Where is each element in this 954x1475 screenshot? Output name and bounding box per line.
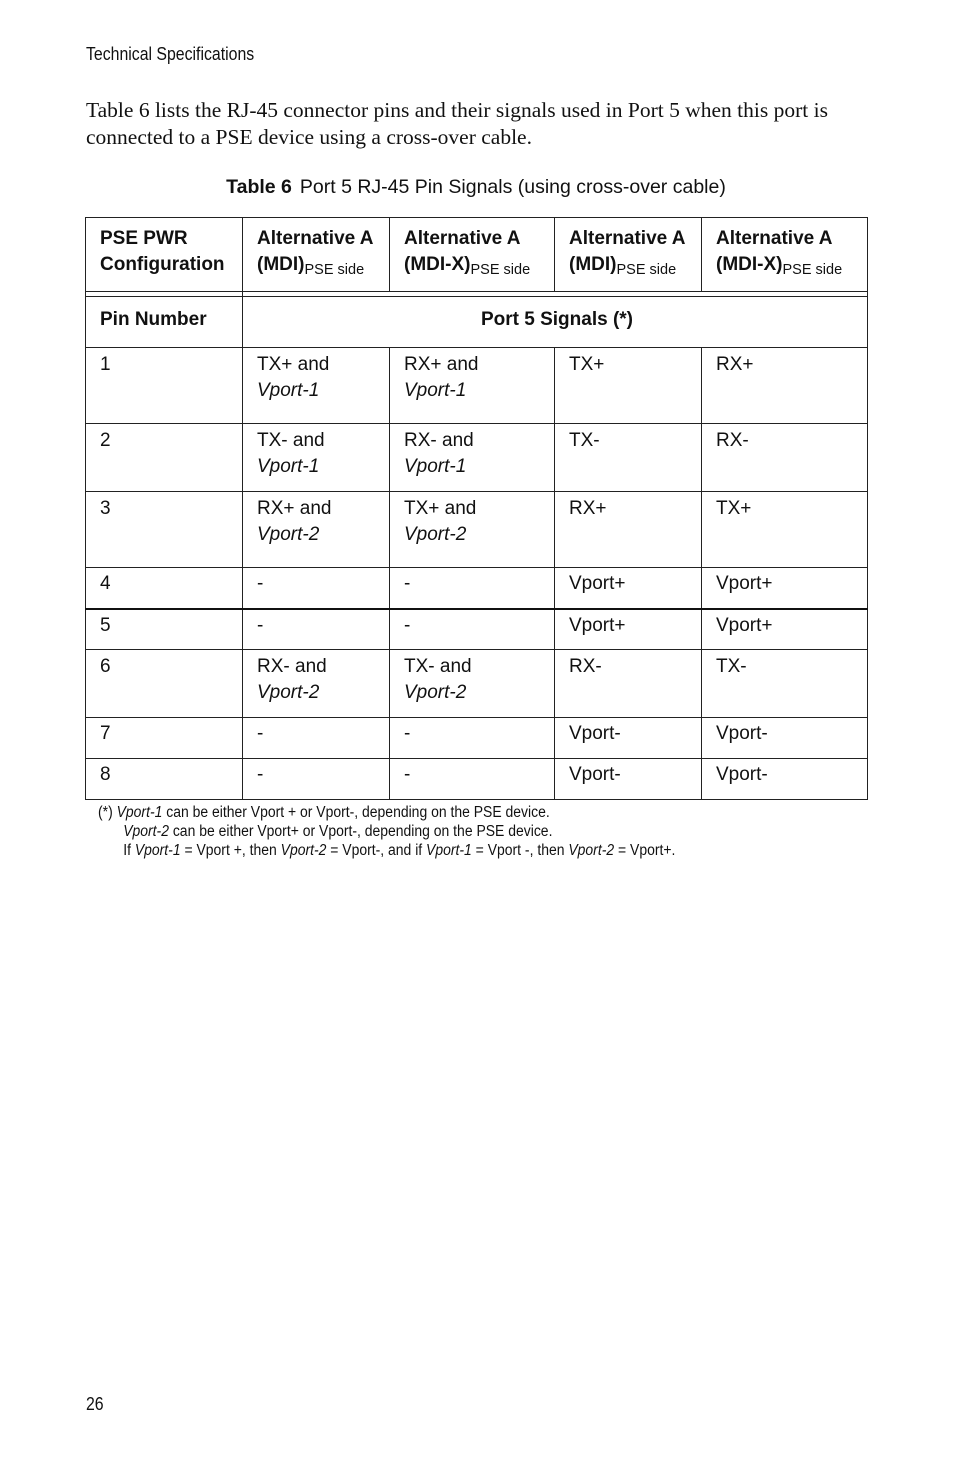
signal-cell: Vport- <box>702 759 868 800</box>
header-cell: Alternative A $(MDI-X)_{PSE side}$ <box>702 218 868 292</box>
footnote-line-3: If Vport-1 = Vport +, then Vport-2 = Vport-, and if Vport-1 = Vport -, then Vport-2 = Vport+. <box>123 842 676 859</box>
port-signals-header: Port 5 Signals (*) <box>243 297 868 348</box>
signal-cell: RX+ and Vport-1 <box>390 348 555 424</box>
signal-cell: Vport+ <box>702 609 868 650</box>
pin-number-cell: 4 <box>86 568 243 609</box>
signal-cell: RX- <box>702 424 868 492</box>
table-subheader-row <box>86 297 868 348</box>
signal-cell: Vport+ <box>555 568 702 609</box>
signal-cell: RX- and Vport-2 <box>243 650 390 718</box>
signal-cell: - <box>243 568 390 609</box>
signal-cell: Vport- <box>555 718 702 759</box>
signal-cell: - <box>390 568 555 609</box>
intro-paragraph: Table 6 lists the RJ-45 connector pins and their signals used in Port 5 when this port is connected to a PSE device using a cross-over cable. <box>86 98 828 149</box>
signal-cell: TX- <box>702 650 868 718</box>
pin-number-cell: 3 <box>86 492 243 568</box>
table-caption-text: Port 5 RJ-45 Pin Signals (using cross-over cable) <box>299 176 726 198</box>
pin-number-cell: 5 <box>86 609 243 650</box>
signal-cell: - <box>243 718 390 759</box>
signal-cell: RX- and Vport-1 <box>390 424 555 492</box>
table-row <box>86 348 868 424</box>
signal-cell: - <box>243 759 390 800</box>
pin-number-cell: 7 <box>86 718 243 759</box>
running-header: Technical Specifications <box>86 44 255 64</box>
signal-cell: - <box>390 759 555 800</box>
signal-cell: TX+ <box>555 348 702 424</box>
page-number: 26 <box>86 1394 104 1414</box>
signal-cell: - <box>390 609 555 650</box>
signal-cell: RX+ <box>555 492 702 568</box>
table-caption <box>86 176 866 199</box>
signal-cell: TX- and Vport-1 <box>243 424 390 492</box>
table-body <box>86 348 868 800</box>
signal-cell: Vport+ <box>555 609 702 650</box>
table-row <box>86 424 868 492</box>
signal-cell: RX+ <box>702 348 868 424</box>
pin-number-header: Pin Number <box>86 297 243 348</box>
signal-cell: Vport- <box>555 759 702 800</box>
pin-number-cell: 6 <box>86 650 243 718</box>
table-header-row <box>86 218 868 292</box>
table-row <box>86 609 868 650</box>
signal-cell: TX+ <box>702 492 868 568</box>
table-caption-label: Table 6 <box>226 176 292 198</box>
signal-cell: - <box>243 609 390 650</box>
table-footnote <box>98 803 675 860</box>
pin-number-cell: 8 <box>86 759 243 800</box>
table-row <box>86 650 868 718</box>
pin-signal-table <box>85 217 868 800</box>
signal-cell: Vport- <box>702 718 868 759</box>
footnote-line-1: (*) Vport-1 can be either Vport + or Vport-, depending on the PSE device. <box>98 804 550 821</box>
signal-cell: TX- <box>555 424 702 492</box>
table-row <box>86 718 868 759</box>
footnote-line-2: Vport-2 can be either Vport+ or Vport-, depending on the PSE device. <box>123 823 553 840</box>
header-cell: Alternative A $(MDI-X)_{PSE side}$ <box>390 218 555 292</box>
signal-cell: TX+ and Vport-1 <box>243 348 390 424</box>
pin-number-cell: 2 <box>86 424 243 492</box>
header-cell: PSE PWR Configuration <box>86 218 243 292</box>
signal-cell: RX+ and Vport-2 <box>243 492 390 568</box>
table-row <box>86 759 868 800</box>
table-row <box>86 568 868 609</box>
signal-cell: - <box>390 718 555 759</box>
signal-cell: TX+ and Vport-2 <box>390 492 555 568</box>
pin-number-cell: 1 <box>86 348 243 424</box>
header-cell: Alternative A $(MDI)_{PSE side}$ <box>555 218 702 292</box>
table-row <box>86 492 868 568</box>
signal-cell: RX- <box>555 650 702 718</box>
signal-cell: Vport+ <box>702 568 868 609</box>
header-cell: Alternative A $(MDI)_{PSE side}$ <box>243 218 390 292</box>
signal-cell: TX- and Vport-2 <box>390 650 555 718</box>
